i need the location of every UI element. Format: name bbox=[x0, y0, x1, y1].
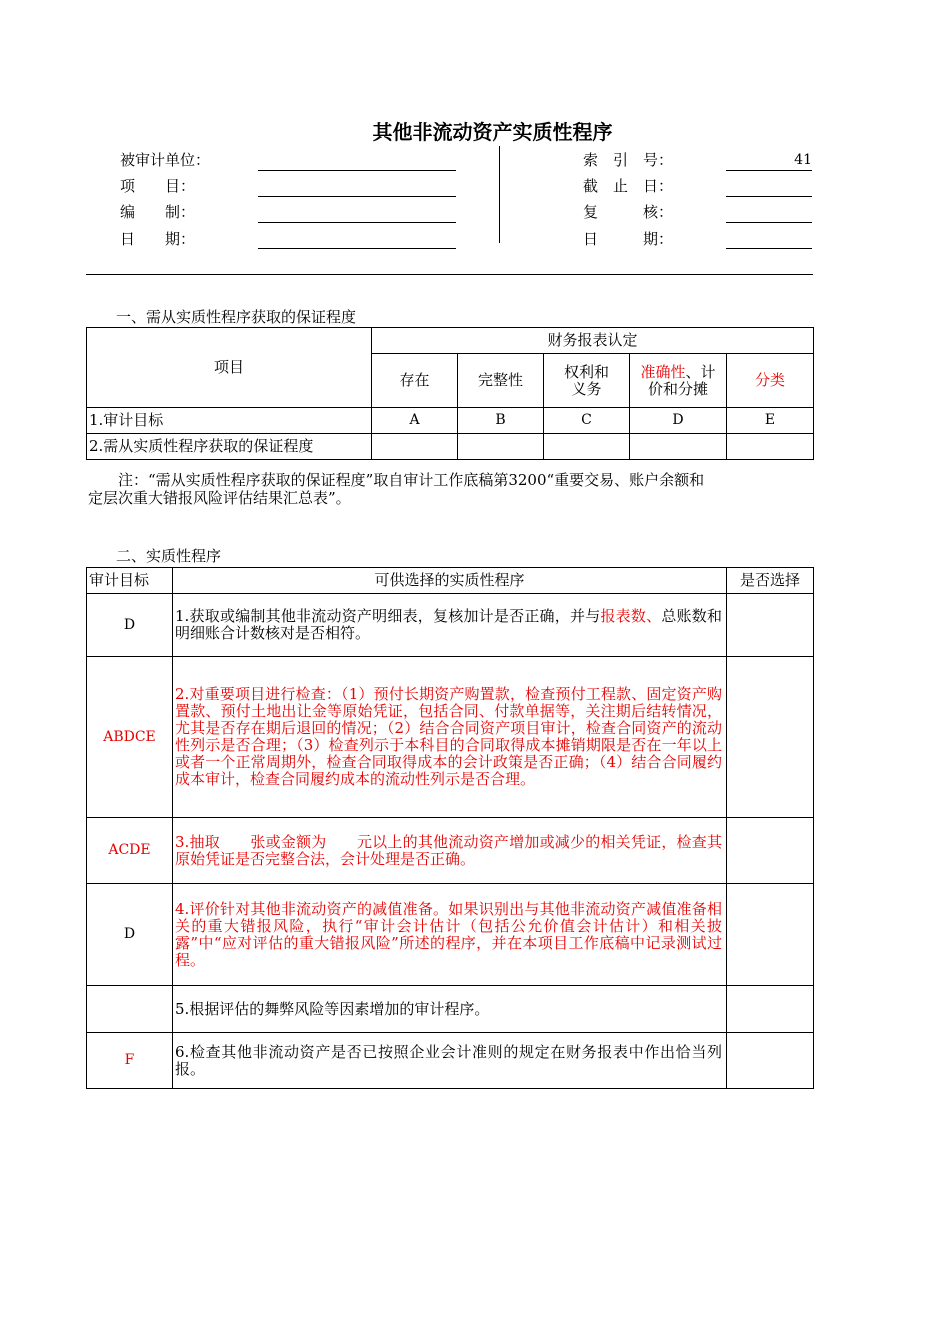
header-label-review: 复 核： bbox=[583, 203, 674, 221]
procedure-4-text: 4.评价针对其他非流动资产的减值准备。如果识别出与其他非流动资产减值准备相关的重大错报风险，执行“审计会计估计（包括公允价值会计估计）和相关披露”中“应对评估的重大错报风险”所述的程序，并在本项目工作底稿中记录测试过程。 bbox=[173, 884, 727, 986]
header-label-date-right: 日 期： bbox=[583, 230, 674, 248]
header-divider bbox=[499, 146, 500, 243]
cell-assurance-a[interactable] bbox=[372, 434, 458, 460]
procedure-2-text: 2.对重要项目进行检查：（1）预付长期资产购置款，检查预付工程款、固定资产购置款、预付土地出让金等原始凭证，包括合同、付款单据等，关注期后结转情况，尤其是否存在期后退回的情况；（2）结合合同资产项目审计，检查合同资产的流动性列示是否合理；（3）检查列示于本科目的合同取得成本摊销期限是否在一年以上或者一个正常周期外，检查合同取得成本的会计政策是否正确；（4）结合合同履约成本审计，检查合同履约成本的流动性列示是否合理。 bbox=[173, 657, 727, 818]
header-label-cutoff: 截 止 日： bbox=[583, 177, 674, 195]
assertion-accuracy: 准确性、计 价和分摊 bbox=[630, 354, 727, 408]
project-field[interactable] bbox=[258, 176, 456, 197]
section2-heading: 二、实质性程序 bbox=[116, 547, 222, 565]
procedure-5-selected[interactable] bbox=[727, 986, 814, 1033]
cell-assurance-e[interactable] bbox=[727, 434, 814, 460]
date-field-left[interactable] bbox=[258, 228, 456, 249]
header-label-project: 项 目： bbox=[120, 177, 196, 195]
cell-assurance-d[interactable] bbox=[630, 434, 727, 460]
page-title: 其他非流动资产实质性程序 bbox=[372, 120, 613, 144]
cell-assurance-c[interactable] bbox=[544, 434, 630, 460]
header-rule bbox=[86, 274, 813, 275]
procedures-table bbox=[86, 567, 814, 1089]
section1-heading: 一、需从实质性程序获取的保证程度 bbox=[116, 308, 357, 326]
cutoff-date-field[interactable] bbox=[726, 176, 812, 197]
cell-objective-d: D bbox=[630, 408, 727, 434]
cell-objective-b: B bbox=[458, 408, 544, 434]
row-audit-objective-label: 1.审计目标 bbox=[87, 408, 372, 434]
assurance-table bbox=[86, 327, 814, 460]
procedure-4-objective: D bbox=[87, 884, 173, 986]
auditee-field[interactable] bbox=[258, 150, 456, 171]
cell-objective-e: E bbox=[727, 408, 814, 434]
cell-objective-a: A bbox=[372, 408, 458, 434]
assertion-existence: 存在 bbox=[372, 354, 458, 408]
cell-objective-c: C bbox=[544, 408, 630, 434]
date-field-right[interactable] bbox=[726, 228, 812, 249]
assertion-rights: 权利和 义务 bbox=[544, 354, 630, 408]
header-selected: 是否选择 bbox=[727, 568, 814, 594]
col-item-header: 项目 bbox=[87, 328, 372, 408]
header-label-date-left: 日 期： bbox=[120, 230, 196, 248]
header-label-index: 索 引 号： bbox=[583, 151, 674, 169]
procedure-5-objective bbox=[87, 986, 173, 1033]
row-assurance-label: 2.需从实质性程序获取的保证程度 bbox=[87, 434, 372, 460]
preparer-field[interactable] bbox=[258, 202, 456, 223]
assertions-group-header: 财务报表认定 bbox=[372, 328, 814, 354]
procedure-3-selected[interactable] bbox=[727, 818, 814, 884]
assertion-completeness: 完整性 bbox=[458, 354, 544, 408]
procedure-6-selected[interactable] bbox=[727, 1033, 814, 1089]
header-procedure: 可供选择的实质性程序 bbox=[173, 568, 727, 594]
assertion-classification: 分类 bbox=[727, 354, 814, 408]
header-label-auditee: 被审计单位： bbox=[120, 151, 211, 169]
header-label-preparer: 编 制： bbox=[120, 203, 196, 221]
procedure-6-objective: F bbox=[87, 1033, 173, 1089]
procedure-6-text: 6.检查其他非流动资产是否已按照企业会计准则的规定在财务报表中作出恰当列报。 bbox=[173, 1033, 727, 1089]
procedure-2-objective: ABDCE bbox=[87, 657, 173, 818]
cell-assurance-b[interactable] bbox=[458, 434, 544, 460]
procedure-1-selected[interactable] bbox=[727, 594, 814, 657]
procedure-4-selected[interactable] bbox=[727, 884, 814, 986]
procedure-5-text: 5.根据评估的舞弊风险等因素增加的审计程序。 bbox=[173, 986, 727, 1033]
procedure-1-objective: D bbox=[87, 594, 173, 657]
section1-note: 注：“需从实质性程序获取的保证程度”取自审计工作底稿第3200“重要交易、账户余额和 定层次重大错报风险评估结果汇总表”。 bbox=[88, 471, 705, 507]
index-number-value: 41 bbox=[794, 152, 812, 168]
procedure-3-objective: ACDE bbox=[87, 818, 173, 884]
procedure-1-text: 1.获取或编制其他非流动资产明细表，复核加计是否正确，并与报表数、总账数和明细账合计数核对是否相符。 bbox=[173, 594, 727, 657]
procedure-3-text: 3.抽取 张或金额为 元以上的其他流动资产增加或减少的相关凭证，检查其原始凭证是否完整合法，会计处理是否正确。 bbox=[173, 818, 727, 884]
index-number-field[interactable] bbox=[726, 150, 812, 171]
procedure-2-selected[interactable] bbox=[727, 657, 814, 818]
reviewer-field[interactable] bbox=[726, 202, 812, 223]
header-objective: 审计目标 bbox=[87, 568, 173, 594]
